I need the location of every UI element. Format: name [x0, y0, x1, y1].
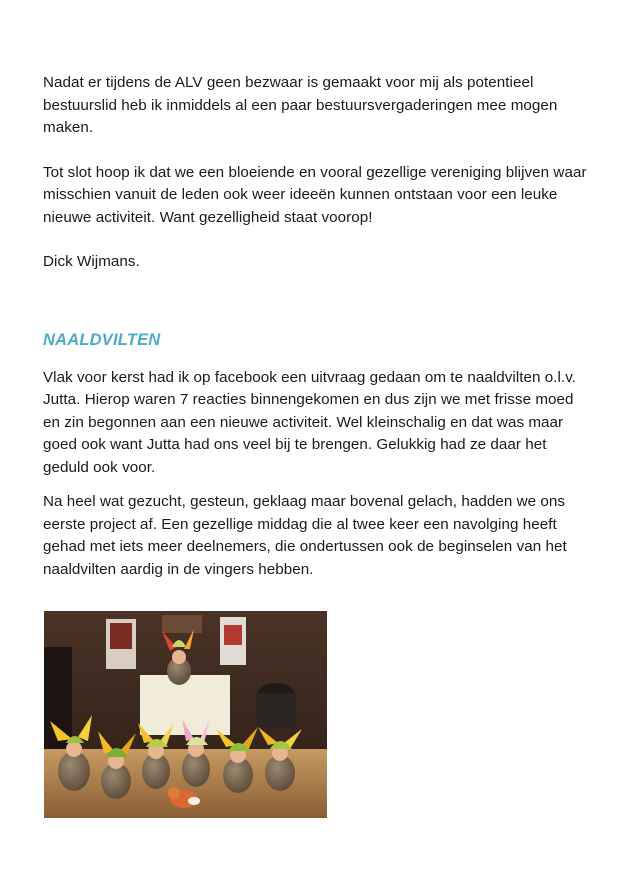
intro-paragraph: Nadat er tijdens de ALV geen bezwaar is gemaakt voor mij als potentieel bestuurslid heb ik inmiddels al een paar bestuursvergaderingen mee mogen maken.	[43, 74, 558, 136]
document-page	[43, 72, 591, 589]
section-paragraph-1: Vlak voor kerst had ik op facebook een uitvraag gedaan om te naaldvilten o.l.v. Jutta. Hierop waren 7 reacties binnengekomen en dus zijn we met frisse moed en zin begonnen aan een nieuwe activiteit. Wel kleinschalig en dat was maar goed ook want Jutta had ons veel bij te brengen. Gelukkig had ze daar het geduld ook voor.	[43, 368, 577, 476]
section-paragraph-2: Na heel wat gezucht, gesteun, geklaag maar bovenal gelach, hadden we ons eerste project af. Een gezellige middag die al twee keer een navolging heeft gehad met iets meer deelnemers, die ondertussen ook de beginselen van het naaldvilten aardig in de vingers hebben.	[43, 493, 567, 578]
closing-paragraph: Tot slot hoop ik dat we een bloeiende en vooral gezellige vereniging blijven waar misschien vanuit de leden ook weer ideeën kunnen ontstaan voor een leuke nieuwe activiteit. Want gezelligheid staat voorop!	[43, 163, 587, 226]
section-heading: NAALDVILTEN	[43, 330, 161, 349]
signature: Dick Wijmans.	[43, 253, 140, 270]
felted-figures-photo	[44, 611, 327, 818]
